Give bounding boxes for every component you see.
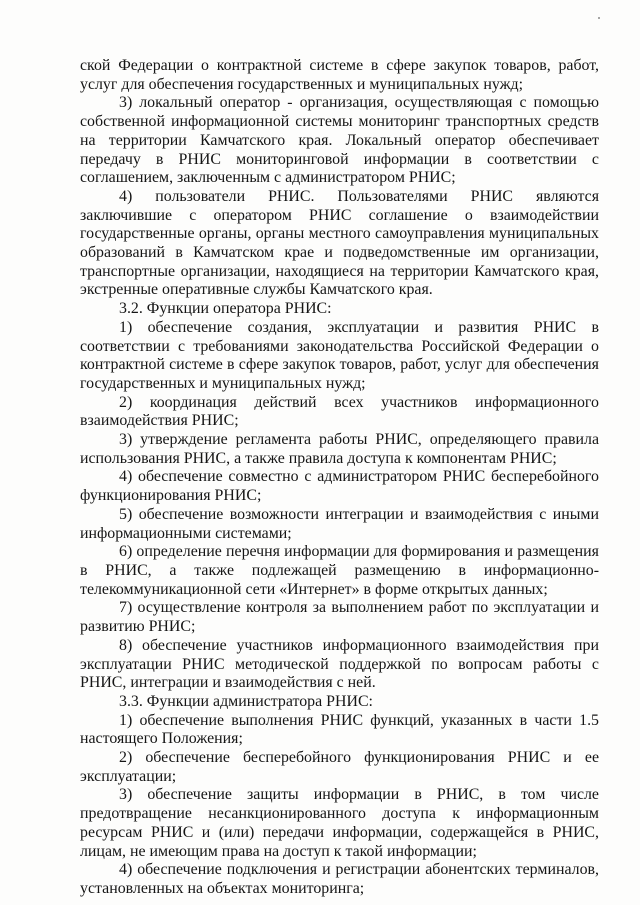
list-item: 3) утверждение регламента работы РНИС, определяющего правила использования РНИС, а также правила доступа к компонентам РНИС;	[80, 431, 599, 467]
list-item-local-operator: 3) локальный оператор - организация, осуществляющая с помощью собственной информационной системы мониторинг транспортных средств на территории Камчатского края. Локальный оператор обеспечивает передачу в РНИС мониторинговой информации в соответствии с соглашением, заключенным с администратором РНИС;	[80, 94, 599, 187]
list-item: 2) координация действий всех участников информационного взаимодействия РНИС;	[80, 393, 599, 430]
list-item: 3) обеспечение защиты информации в РНИС, в том числе предотвращение несанкционированного доступа к информационным ресурсам РНИС и (или) передачи информации, содержащейся в РНИС, лицам, не имеющим права на доступ к такой информации;	[80, 786, 599, 860]
list-item: 2) обеспечение бесперебойного функционирования РНИС и ее эксплуатации;	[80, 749, 599, 785]
list-item: 4) обеспечение совместно с администратором РНИС бесперебойного функционирования РНИС;	[80, 468, 599, 505]
list-item: 6) определение перечня информации для формирования и размещения в РНИС, а также подлежащей размещению в информационно-телекоммуникационной сети «Интернет» в форме открытых данных;	[80, 543, 599, 598]
list-item: 1) обеспечение выполнения РНИС функций, указанных в части 1.5 настоящего Положения;	[80, 711, 599, 748]
list-item: 8) обеспечение участников информационного взаимодействия при эксплуатации РНИС методической поддержкой по вопросам работы с РНИС, интеграции и взаимодействия с ней.	[80, 636, 599, 692]
list-item: 1) обеспечение создания, эксплуатации и развития РНИС в соответствии с требованиями законодательства Российской Федерации о контрактной системе в сфере закупок товаров, работ, услуг для обеспечения государственных и муниципальных нужд;	[80, 318, 599, 392]
list-item: 4) обеспечение подключения и регистрации абонентских терминалов, установленных на объектах мониторинга;	[80, 861, 599, 897]
paragraph-continuation: ской Федерации о контрактной системе в сфере закупок товаров, работ, услуг для обеспечения государственных и муниципальных нужд;	[80, 57, 599, 93]
list-item: 5) обеспечение возможности интеграции и взаимодействия с иными информационными системами;	[80, 505, 599, 542]
section-heading-3-3: 3.3. Функции администратора РНИС:	[119, 692, 373, 710]
section-heading-3-2: 3.2. Функции оператора РНИС:	[119, 300, 332, 318]
scan-speck	[598, 17, 600, 19]
list-item: 7) осуществление контроля за выполнением работ по эксплуатации и развитию РНИС;	[80, 599, 599, 636]
list-item-users: 4) пользователи РНИС. Пользователями РНИС являются заключившие с оператором РНИС соглашение о взаимодействии государственные органы, органы местного самоуправления муниципальных образований в Камчатском крае и подведомственные им организации, транспортные организации, находящиеся на территории Камчатского края, экстренные оперативные службы Камчатского края.	[80, 187, 599, 299]
document-body	[80, 57, 599, 899]
